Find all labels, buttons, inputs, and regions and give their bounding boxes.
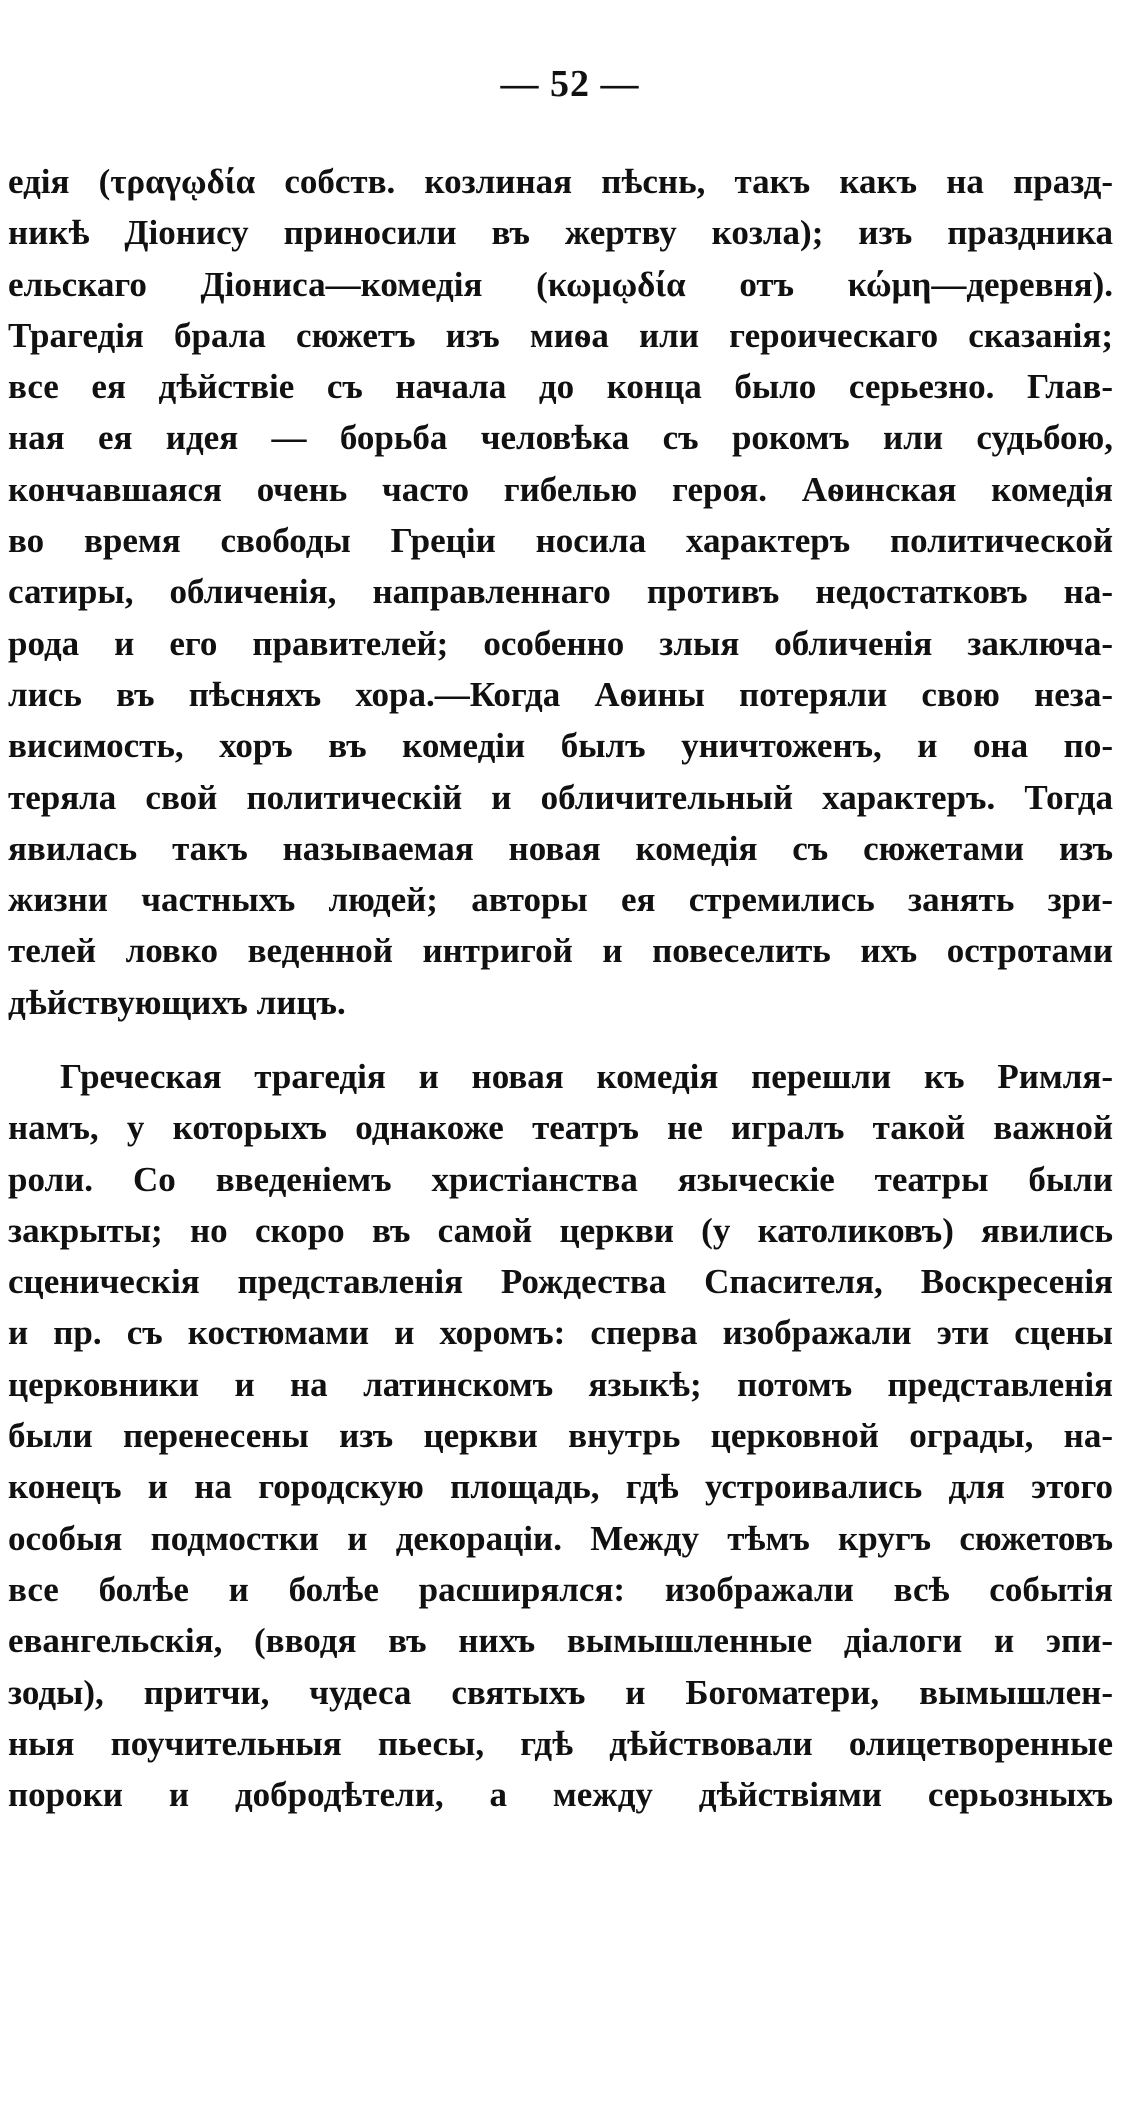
text-line: роли. Со введеніемъ христіанства языческіе театры были <box>8 1159 1113 1199</box>
text-line: намъ, у которыхъ однакоже театръ не игралъ такой важной <box>8 1108 1113 1148</box>
text-line: особыя подмостки и декораціи. Между тѣмъ кругъ сюжетовъ <box>8 1518 1113 1558</box>
text-line: конецъ и на городскую площадь, гдѣ устроивались для этого <box>8 1467 1113 1507</box>
text-line: все болѣе и болѣе расширялся: изображали всѣ событія <box>8 1569 1113 1609</box>
text-line: рода и его правителей; особенно злыя обличенія заключа- <box>8 623 1113 663</box>
page-number: — 52 — <box>500 63 640 105</box>
text-line: сатиры, обличенія, направленнаго противъ недостатковъ на- <box>8 572 1113 612</box>
text-line: Греческая трагедія и новая комедія перешли къ Римля- <box>60 1057 1113 1096</box>
text-line: были перенесены изъ церкви внутрь церковной ограды, на- <box>8 1416 1113 1456</box>
text-line: никѣ Діонису приносили въ жертву козла); изъ праздника <box>8 213 1113 253</box>
text-line: кончавшаяся очень часто гибелью героя. Аѳинская комедія <box>8 469 1113 509</box>
text-line: явилась такъ называемая новая комедія съ сюжетами изъ <box>8 828 1113 868</box>
text-line: и пр. съ костюмами и хоромъ: сперва изображали эти сцены <box>8 1313 1113 1353</box>
text-line: телей ловко веденной интригой и повеселить ихъ остротами <box>8 931 1113 971</box>
text-line: евангельскія, (вводя въ нихъ вымышленные діалоги и эпи- <box>8 1621 1113 1661</box>
text-line: едія (τραγῳδία собств. козлиная пѣснь, такъ какъ на празд- <box>8 162 1113 201</box>
text-line: Трагедія брала сюжетъ изъ миѳа или героическаго сказанія; <box>8 315 1113 355</box>
text-line: во время свободы Греціи носила характеръ политической <box>8 521 1113 561</box>
text-line: ная ея идея — борьба человѣка съ рокомъ или судьбою, <box>8 418 1113 458</box>
text-line: дѣйствующихъ лицъ. <box>8 982 346 1022</box>
text-line: жизни частныхъ людей; авторы ея стремились занять зри- <box>8 880 1113 920</box>
text-line: лись въ пѣсняхъ хора.—Когда Аѳины потеряли свою неза- <box>8 674 1113 714</box>
text-line: закрыты; но скоро въ самой церкви (у католиковъ) явились <box>8 1210 1113 1250</box>
text-line: висимость, хоръ въ комедіи былъ уничтоженъ, и она по- <box>8 726 1113 766</box>
text-line: ныя поучительныя пьесы, гдѣ дѣйствовали олицетворенные <box>8 1723 1113 1763</box>
text-line: сценическія представленія Рождества Спасителя, Воскресенія <box>8 1262 1113 1302</box>
text-line: ельскаго Діониса—комедія (κωμῳδία отъ κώμη—деревня). <box>8 264 1113 304</box>
paragraph-2 <box>8 1051 1113 1820</box>
text-line: теряла свой политическій и обличительный характеръ. Тогда <box>8 777 1113 817</box>
text-line: все ея дѣйствіе съ начала до конца было серьезно. Глав- <box>8 367 1113 407</box>
text-line: церковники и на латинскомъ языкѣ; потомъ представленія <box>8 1364 1113 1404</box>
text-line: зоды), притчи, чудеса святыхъ и Богоматери, вымышлен- <box>8 1672 1113 1712</box>
text-line: пороки и добродѣтели, а между дѣйствіями серьозныхъ <box>8 1775 1113 1815</box>
paragraph-1 <box>8 156 1113 1028</box>
